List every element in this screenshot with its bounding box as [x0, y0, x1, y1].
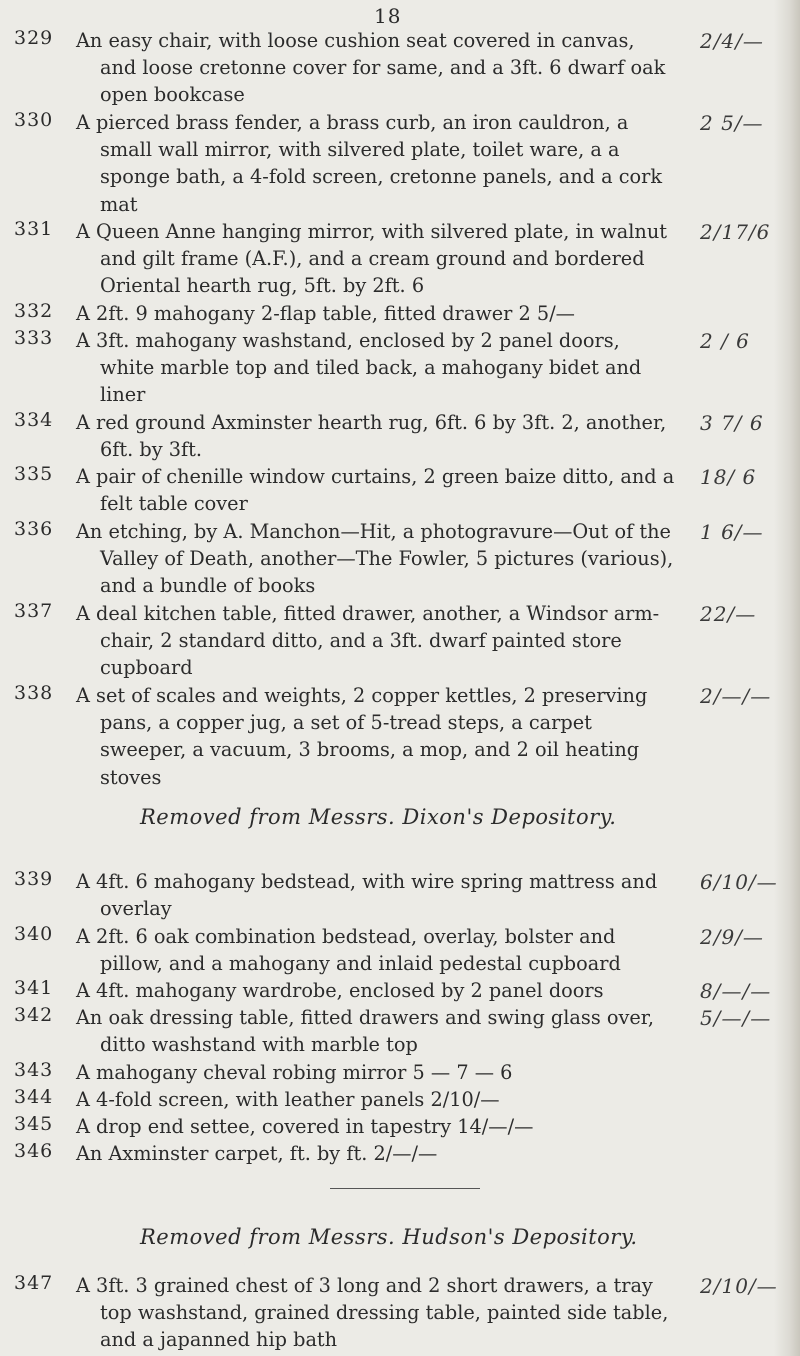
lot-description: An easy chair, with loose cushion seat covered in canvas, and loose cretonne cover for same, and a 3ft. 6 dwarf oak open bookcase [76, 29, 666, 107]
lot-price: 2/17/6 [700, 220, 771, 244]
lot-number: 339 [14, 868, 54, 890]
lot-number: 341 [14, 977, 54, 999]
page-edge-shadow [774, 0, 800, 1356]
lot-number: 337 [14, 600, 54, 622]
lot-number: 329 [14, 27, 54, 49]
lot-number: 333 [14, 327, 54, 349]
lot-description: An etching, by A. Manchon—Hit, a photogravure—Out of the Valley of Death, another—The Fowler, 5 pictures (various), and a bundle of books [76, 520, 674, 598]
lot-price: 1 6/— [700, 520, 764, 544]
lot-description: A 4ft. mahogany wardrobe, enclosed by 2 panel doors [76, 979, 604, 1002]
lot-description: A 2ft. 6 oak combination bedstead, overlay, bolster and pillow, and a mahogany and inlaid pedestal cupboard [76, 925, 621, 976]
lot-price: 2 / 6 [700, 329, 750, 353]
lot-description: A mahogany cheval robing mirror 5 — 7 — 6 [76, 1061, 513, 1084]
lot-number: 334 [14, 409, 54, 431]
lot-description: A pierced brass fender, a brass curb, an iron cauldron, a small wall mirror, with silvered plate, toilet ware, a a sponge bath, a 4-fold screen, cretonne panels, and a cork mat [76, 111, 663, 216]
lot-price: 3 7/ 6 [700, 411, 764, 435]
lot-description: An oak dressing table, fitted drawers and swing glass over, ditto washstand with marble top [76, 1006, 654, 1057]
lot-price: 2/10/— [700, 1274, 778, 1298]
lot-price: 2/4/— [700, 29, 764, 53]
lot-description: A drop end settee, covered in tapestry 14/—/— [76, 1115, 534, 1138]
lot-description: A 2ft. 9 mahogany 2-flap table, fitted drawer 2 5/— [76, 302, 575, 325]
lot-description: A Queen Anne hanging mirror, with silvered plate, in walnut and gilt frame (A.F.), and a cream ground and bordered Oriental hearth rug, 5ft. by 2ft. 6 [76, 220, 668, 298]
lot-number: 338 [14, 682, 54, 704]
lot-description: A 3ft. 3 grained chest of 3 long and 2 short drawers, a tray top washstand, grained dressing table, painted side table, and a japanned hip bath [76, 1274, 669, 1352]
lot-description: A set of scales and weights, 2 copper kettles, 2 preserving pans, a copper jug, a set of 5-tread steps, a carpet sweeper, a vacuum, 3 brooms, a mop, and 2 oil heating stoves [76, 684, 648, 789]
lot-description: An Axminster carpet, ft. by ft. 2/—/— [76, 1142, 438, 1165]
lot-price: 2/—/— [700, 684, 772, 708]
section-divider [330, 1188, 480, 1189]
section-heading: Removed from Messrs. Dixon's Depository. [140, 805, 617, 829]
lot-number: 331 [14, 218, 54, 240]
lot-price: 18/ 6 [700, 465, 757, 489]
lot-price: 2/9/— [700, 925, 764, 949]
lot-description: A 4ft. 6 mahogany bedstead, with wire spring mattress and overlay [76, 870, 658, 921]
lot-price: 2 5/— [700, 111, 764, 135]
lot-price: 6/10/— [700, 870, 778, 894]
lot-description: A red ground Axminster hearth rug, 6ft. 6 by 3ft. 2, another, 6ft. by 3ft. [76, 411, 667, 462]
lot-price: 8/—/— [700, 979, 772, 1003]
lot-price: 22/— [700, 602, 757, 626]
lot-number: 344 [14, 1086, 54, 1108]
lot-number: 332 [14, 300, 54, 322]
lot-price: 5/—/— [700, 1006, 772, 1030]
lot-description: A deal kitchen table, fitted drawer, another, a Windsor arm-chair, 2 standard ditto, and a 3ft. dwarf painted store cupboard [76, 602, 660, 680]
page-number: 18 [374, 4, 402, 28]
lot-description: A 3ft. mahogany washstand, enclosed by 2 panel doors, white marble top and tiled back, a mahogany bidet and liner [76, 329, 642, 407]
lot-number: 335 [14, 463, 54, 485]
lot-number: 342 [14, 1004, 54, 1026]
lot-number: 340 [14, 923, 54, 945]
lot-number: 347 [14, 1272, 54, 1294]
lot-number: 343 [14, 1059, 54, 1081]
lot-description: A pair of chenille window curtains, 2 green baize ditto, and a felt table cover [76, 465, 675, 516]
lot-description: A 4-fold screen, with leather panels 2/10/— [76, 1088, 500, 1111]
lot-number: 346 [14, 1140, 54, 1162]
lot-number: 330 [14, 109, 54, 131]
lot-number: 345 [14, 1113, 54, 1135]
section-heading: Removed from Messrs. Hudson's Depository. [140, 1225, 638, 1249]
lot-number: 336 [14, 518, 54, 540]
